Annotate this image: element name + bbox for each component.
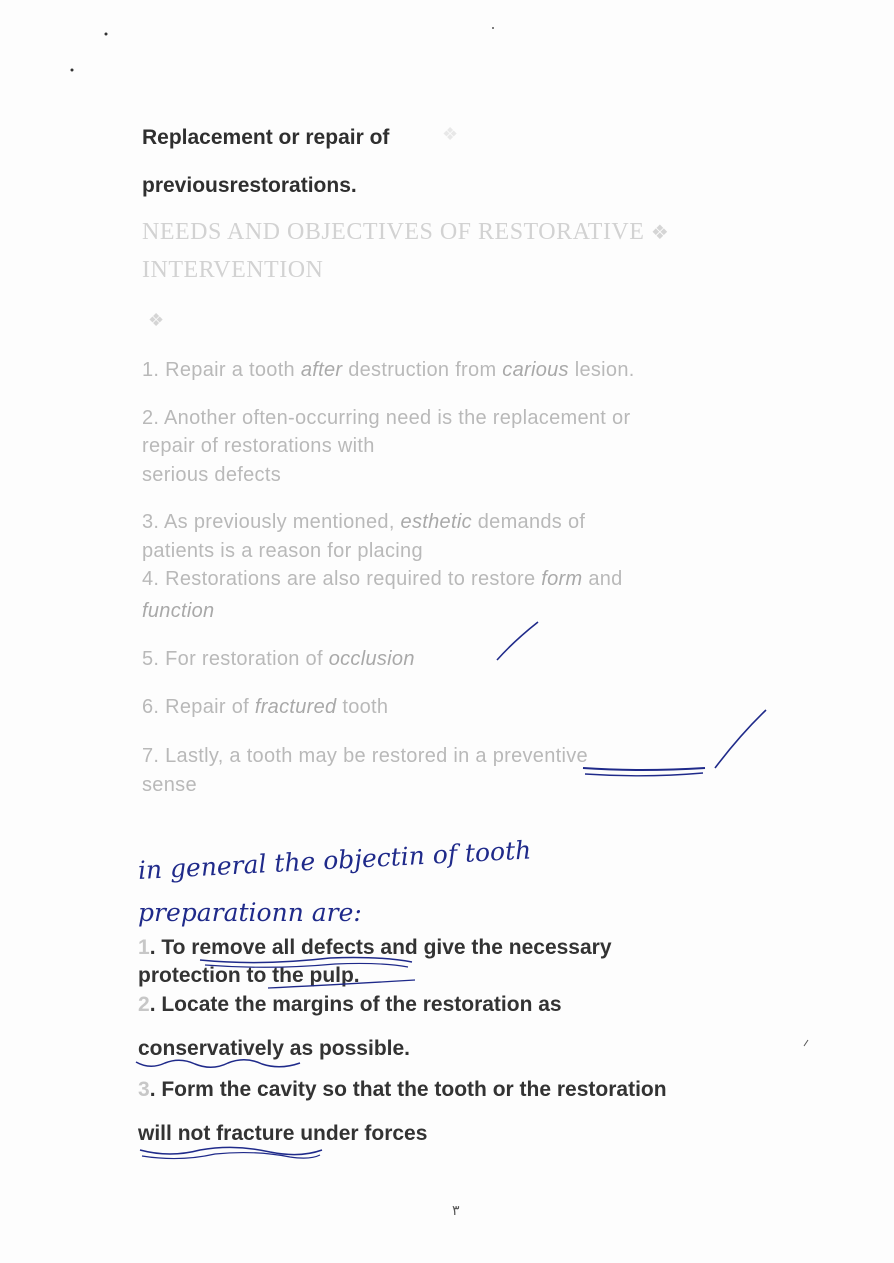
need-text: 1. Repair a tooth [142, 359, 301, 381]
need-item-5 [142, 645, 415, 673]
objective-item-2-line-1 [138, 993, 562, 1017]
objective-text: . Locate the margins of the restoration as [149, 993, 562, 1016]
bullet-icon: ❖ [442, 124, 459, 144]
need-emphasis: preventive [492, 745, 588, 767]
objective-text: will [138, 1122, 178, 1145]
objective-text: as possible. [283, 1037, 410, 1060]
need-emphasis: function [142, 600, 215, 622]
need-item-1 [142, 356, 635, 384]
objective-item-3-line-2 [138, 1122, 427, 1146]
need-emphasis: fractured [254, 696, 337, 718]
underline-stroke [140, 1147, 322, 1154]
need-emphasis: esthetic [400, 511, 472, 533]
objective-underlined-text: conservatively [138, 1037, 284, 1060]
section-title-line-2: INTERVENTION [142, 257, 324, 283]
need-text: lesion. [568, 359, 635, 381]
objective-text: . To [149, 936, 192, 959]
objective-text: under forces [294, 1122, 428, 1145]
need-text: 3. As previously mentioned, [142, 511, 401, 533]
need-text: tooth [336, 696, 389, 718]
objective-number: 1 [138, 936, 150, 959]
need-item-6 [142, 693, 388, 721]
underline-stroke [585, 773, 703, 776]
need-item-3-line-2: patients is a reason for placing [142, 540, 423, 562]
tick-mark [715, 710, 766, 768]
bullet-icon: ❖ [650, 222, 670, 244]
objective-item-1-line-2: protection to the pulp. [138, 964, 360, 987]
need-item-2-line-2: repair of restorations with [142, 435, 375, 457]
need-emphasis: carious [502, 359, 569, 381]
objective-number: 2 [138, 993, 150, 1016]
scan-speck [71, 69, 74, 72]
header-line-1: Replacement or repair of [142, 126, 390, 149]
handwritten-line-2: preparationn are: [138, 898, 362, 927]
need-item-2-line-3: serious defects [142, 464, 282, 486]
need-text: demands of [471, 511, 586, 533]
scan-speck [492, 27, 494, 29]
section-title-line-1 [142, 219, 669, 246]
handwritten-line-1: in general the objectin of tooth [137, 835, 532, 885]
need-emphasis: after [300, 359, 343, 381]
underline-stroke [142, 1153, 320, 1159]
objective-text: . Form the cavity so that the tooth or the restoration [149, 1078, 667, 1101]
underline-stroke [583, 768, 705, 770]
tick-mark [497, 622, 538, 660]
scan-speck [105, 33, 108, 36]
stray-mark [804, 1040, 808, 1046]
section-title-text: NEEDS AND OBJECTIVES OF RESTORATIVE [142, 219, 645, 245]
need-text: destruction from [342, 359, 503, 381]
objective-item-1-line-1 [138, 936, 612, 960]
objective-underlined-text: not fracture [177, 1122, 295, 1145]
page-number: ٣ [452, 1202, 460, 1218]
need-item-7-line-1 [142, 742, 588, 770]
need-text: 7. Lastly, a tooth may be restored in a [142, 745, 493, 767]
need-emphasis: form [541, 568, 583, 590]
objective-text: and give the necessary [374, 936, 612, 959]
need-item-4-line-1 [142, 565, 623, 593]
bullet-icon: ❖ [148, 310, 165, 330]
header-line-2: previousrestorations. [142, 174, 357, 197]
need-text: 6. Repair of [142, 696, 255, 718]
need-item-4-line-2 [142, 597, 214, 625]
need-item-2-line-1: 2. Another often-occurring need is the replacement or [142, 407, 631, 429]
objective-number: 3 [138, 1078, 150, 1101]
need-text: 5. For restoration of [142, 648, 329, 670]
need-item-3-line-1 [142, 508, 585, 536]
need-item-7-line-2: sense [142, 774, 197, 796]
need-text: and [582, 568, 623, 590]
need-emphasis: occlusion [328, 648, 415, 670]
need-text: 4. Restorations are also required to restore [142, 568, 542, 590]
objective-item-2-line-2 [138, 1037, 410, 1061]
objective-underlined-text: remove all defects [191, 936, 375, 959]
objective-item-3-line-1 [138, 1078, 667, 1102]
